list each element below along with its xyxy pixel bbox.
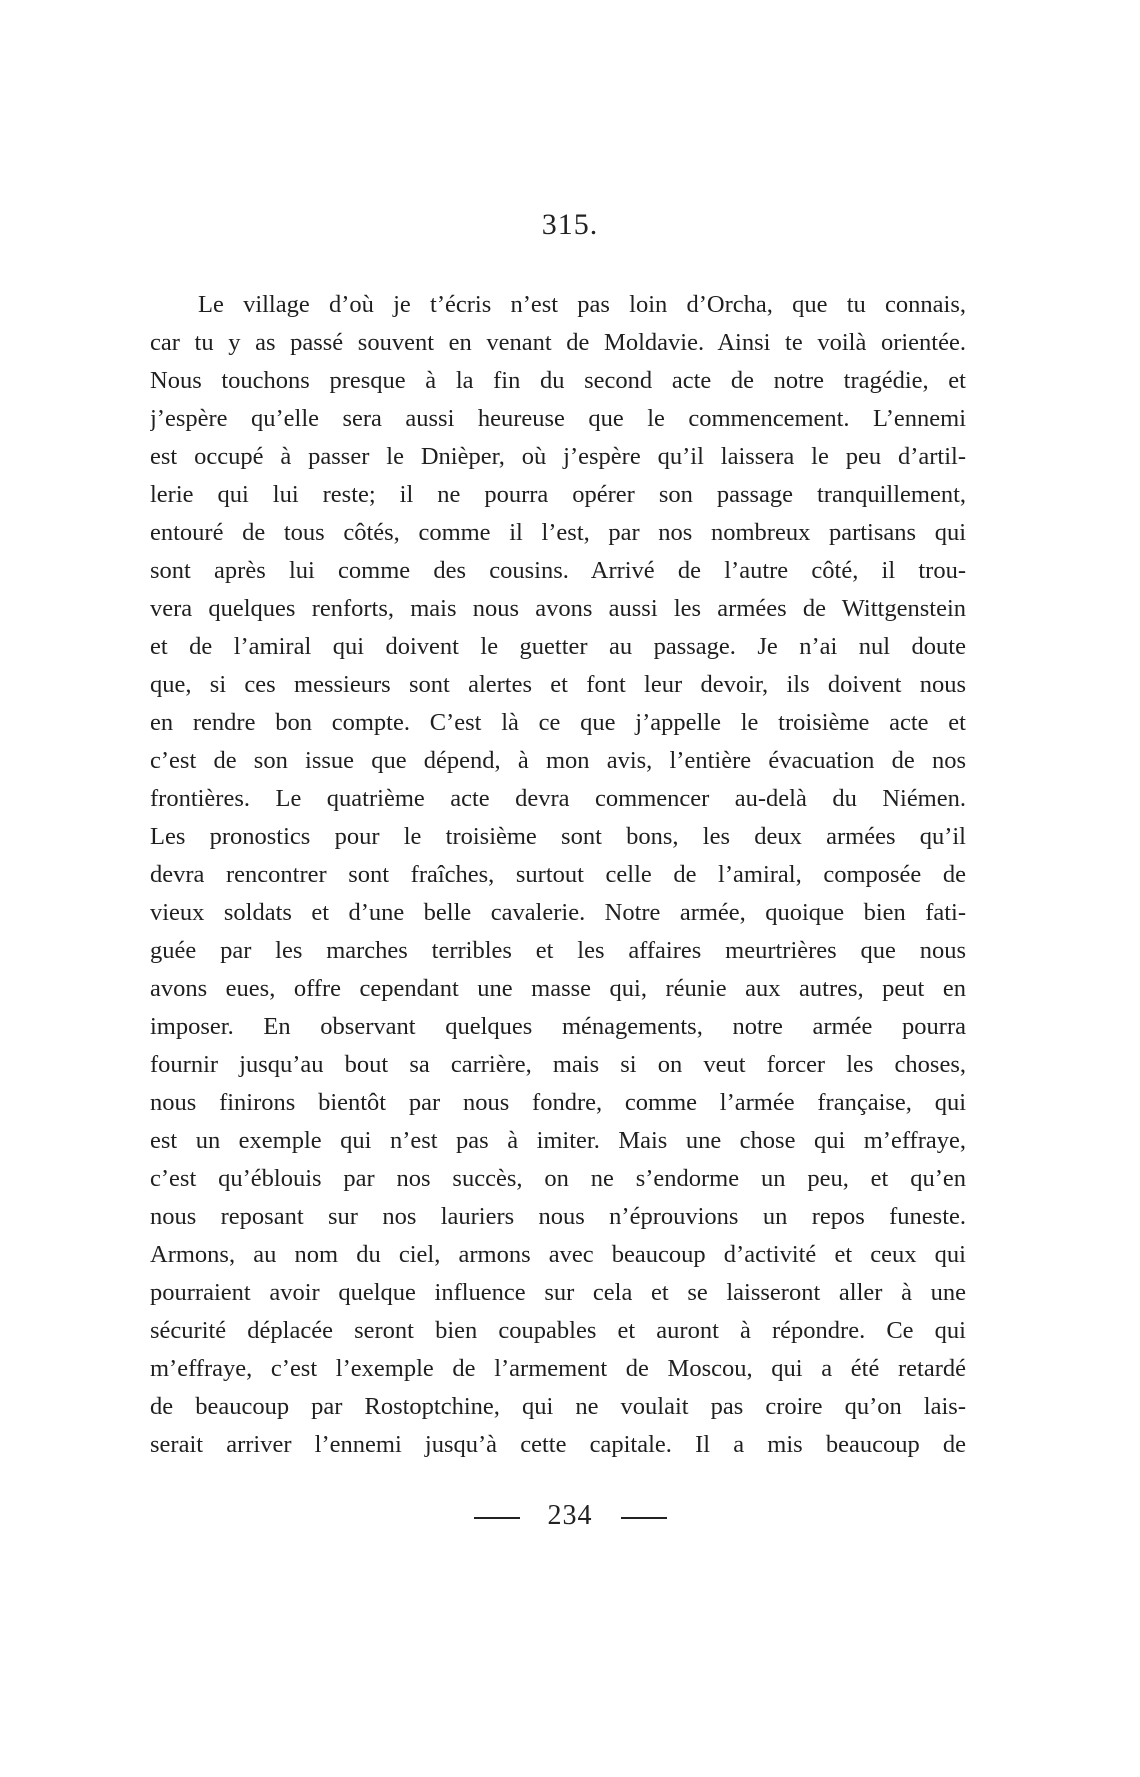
- text-line: m’effraye, c’est l’exemple de l’armement de Moscou, qui a été retardé: [150, 1355, 966, 1382]
- text-line: guée par les marches terribles et les affaires meurtrières que nous: [150, 937, 966, 964]
- text-line: nous finirons bientôt par nous fondre, comme l’armée française, qui: [150, 1089, 966, 1116]
- text-line: est occupé à passer le Dnièper, où j’espère qu’il laissera le peu d’artil-: [150, 443, 966, 470]
- text-line: est un exemple qui n’est pas à imiter. Mais une chose qui m’effraye,: [150, 1127, 966, 1154]
- text-line: nous reposant sur nos lauriers nous n’éprouvions un repos funeste.: [150, 1203, 966, 1230]
- text-line: Nous touchons presque à la fin du second acte de notre tragédie, et: [150, 367, 966, 394]
- text-line: entouré de tous côtés, comme il l’est, par nos nombreux partisans qui: [150, 519, 966, 546]
- letter-number: 315.: [541, 208, 599, 241]
- text-line: avons eues, offre cependant une masse qui, réunie aux autres, peut en: [150, 975, 966, 1002]
- text-line: en rendre bon compte. C’est là ce que j’appelle le troisième acte et: [150, 709, 966, 736]
- text-line: sont après lui comme des cousins. Arrivé de l’autre côté, il trou-: [150, 557, 966, 584]
- text-line: c’est qu’éblouis par nos succès, on ne s’endorme un peu, et qu’en: [150, 1165, 966, 1192]
- letter-body: [150, 286, 966, 1464]
- text-line: Les pronostics pour le troisième sont bons, les deux armées qu’il: [150, 823, 966, 850]
- text-line: vieux soldats et d’une belle cavalerie. Notre armée, quoique bien fati-: [150, 899, 966, 926]
- right-dash: [621, 1517, 667, 1519]
- text-line: c’est de son issue que dépend, à mon avis, l’entière évacuation de nos: [150, 747, 966, 774]
- text-line: Le village d’où je t’écris n’est pas loin d’Orcha, que tu connais,: [198, 291, 966, 318]
- text-line: frontières. Le quatrième acte devra commencer au-delà du Niémen.: [150, 785, 966, 812]
- page-footer: [0, 1500, 1140, 1532]
- text-line: serait arriver l’ennemi jusqu’à cette capitale. Il a mis beaucoup de: [150, 1431, 966, 1458]
- text-line: devra rencontrer sont fraîches, surtout celle de l’amiral, composée de: [150, 861, 966, 888]
- text-line: j’espère qu’elle sera aussi heureuse que le commencement. L’ennemi: [150, 405, 966, 432]
- text-line: imposer. En observant quelques ménagements, notre armée pourra: [150, 1013, 966, 1040]
- text-line: et de l’amiral qui doivent le guetter au passage. Je n’ai nul doute: [150, 633, 966, 660]
- text-line: sécurité déplacée seront bien coupables et auront à répondre. Ce qui: [150, 1317, 966, 1344]
- text-line: pourraient avoir quelque influence sur cela et se laisseront aller à une: [150, 1279, 966, 1306]
- text-line: car tu y as passé souvent en venant de Moldavie. Ainsi te voilà orientée.: [150, 329, 966, 356]
- left-dash: [474, 1517, 520, 1519]
- text-line: vera quelques renforts, mais nous avons aussi les armées de Wittgenstein: [150, 595, 966, 622]
- text-line: que, si ces messieurs sont alertes et font leur devoir, ils doivent nous: [150, 671, 966, 698]
- text-line: lerie qui lui reste; il ne pourra opérer son passage tranquillement,: [150, 481, 966, 508]
- page-number: 234: [547, 1500, 593, 1531]
- text-line: de beaucoup par Rostoptchine, qui ne voulait pas croire qu’on lais-: [150, 1393, 966, 1420]
- text-line: fournir jusqu’au bout sa carrière, mais si on veut forcer les choses,: [150, 1051, 966, 1078]
- text-line: Armons, au nom du ciel, armons avec beaucoup d’activité et ceux qui: [150, 1241, 966, 1268]
